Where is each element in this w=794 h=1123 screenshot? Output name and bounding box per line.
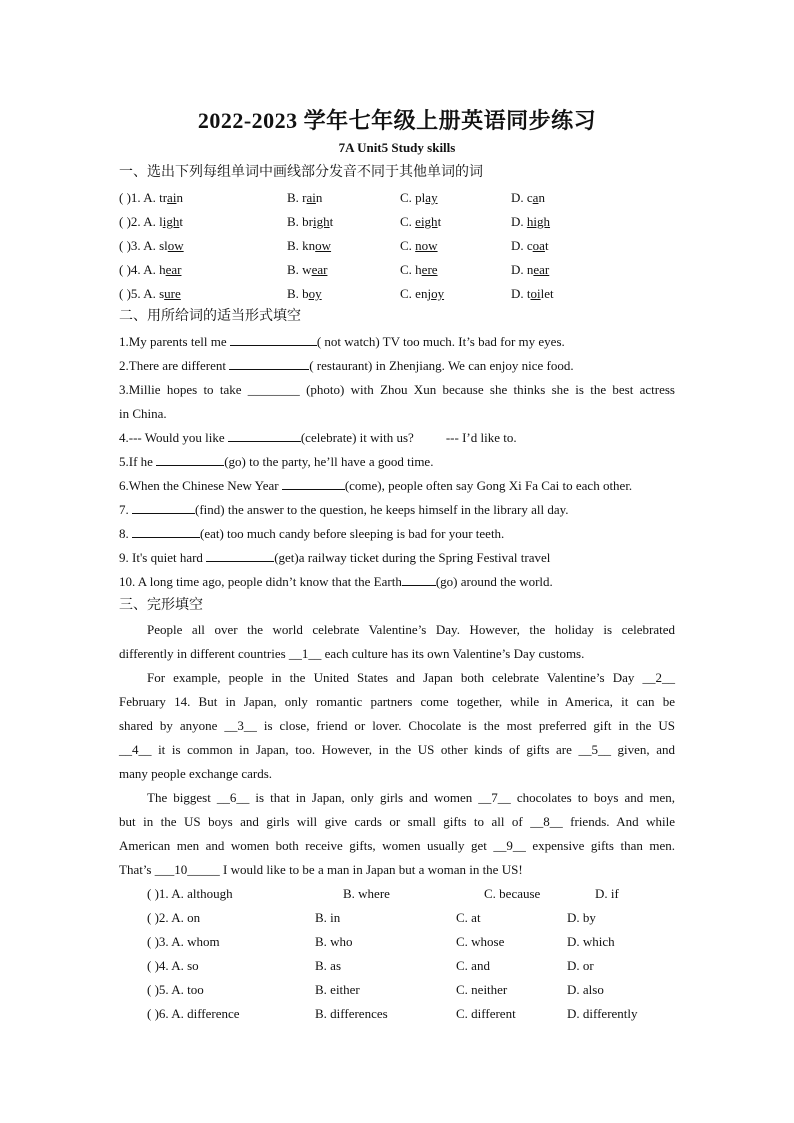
word-part: D. c [511, 238, 533, 253]
word-part: B. kn [287, 238, 316, 253]
answer-blank[interactable] [156, 454, 224, 466]
q-text: 9. It's quiet hard [119, 550, 207, 565]
passage-line: differently in different countries __1__ each culture has its own Valentine’s Day customs. [119, 646, 585, 661]
option-d [511, 190, 545, 206]
option-c: C. and [456, 958, 490, 973]
passage-line: many people exchange cards. [119, 766, 273, 781]
question-number[interactable]: ( )2. A. [119, 214, 156, 229]
fill-question-3-cont: in China. [119, 406, 167, 421]
answer-blank[interactable] [228, 430, 301, 442]
answer-blank[interactable] [132, 502, 195, 514]
fill-question-8 [119, 526, 504, 542]
q-text: (go) around the world. [435, 574, 553, 589]
option-c [400, 214, 441, 230]
section1-heading: 一、选出下列每组单词中画线部分发音不同于其他单词的词 [119, 165, 483, 180]
q-text: 8. [119, 526, 132, 541]
underlined-letters: ow [315, 238, 332, 253]
q-text: 7. [119, 502, 132, 517]
option-d: D. which [567, 934, 615, 949]
question-number[interactable]: ( )1. A. [119, 190, 156, 205]
option-c: C. because [484, 886, 541, 901]
word-part: h [159, 262, 166, 277]
page-subtitle: 7A Unit5 Study skills [338, 140, 456, 155]
word-part: B. b [287, 286, 309, 301]
option-d: D. also [567, 982, 604, 997]
passage-line: February 14. But in Japan, only romantic partners come together, while in America, it can be [119, 694, 675, 709]
underlined-letters: oy [431, 286, 445, 301]
underlined-letters: igh [313, 214, 330, 229]
option-row-number[interactable]: ( )4. A. so [147, 958, 199, 973]
underlined-letters: oa [532, 238, 545, 253]
answer-blank[interactable] [206, 550, 274, 562]
option-d [511, 238, 549, 254]
option-c [400, 190, 438, 206]
q-text: 2.There are different [119, 358, 230, 373]
q-text: (find) the answer to the question, he keeps himself in the library all day. [195, 502, 569, 517]
answer-blank[interactable] [402, 574, 436, 586]
q-text: 6.When the Chinese New Year [119, 478, 282, 493]
fill-question-7 [119, 502, 569, 518]
underlined-letters: igh [162, 214, 180, 229]
underlined-letters: ai [167, 190, 177, 205]
option-b: B. either [315, 982, 360, 997]
word-part: B. r [287, 190, 307, 205]
q-text: (go) to the party, he’ll have a good time. [224, 454, 434, 469]
underlined-letters: ay [425, 190, 438, 205]
question-row-2 [119, 214, 183, 230]
word-part: n [176, 190, 183, 205]
answer-blank[interactable] [229, 358, 309, 370]
underlined-letters: now [415, 238, 438, 253]
passage-line: People all over the world celebrate Valentine’s Day. However, the holiday is celebrated [147, 622, 675, 637]
option-b: B. as [315, 958, 341, 973]
question-row-4 [119, 262, 181, 278]
passage-line: __4__ it is common in Japan, too. However, in the US other kinds of gifts are __5__ given, and [119, 742, 675, 757]
word-part: B. w [287, 262, 312, 277]
fill-question-5 [119, 454, 433, 470]
fill-question-4 [119, 430, 517, 446]
word-part: D. t [511, 286, 531, 301]
word-part: C. pl [400, 190, 426, 205]
answer-blank[interactable] [282, 478, 345, 490]
section3-heading: 三、完形填空 [119, 598, 203, 613]
option-d: D. or [567, 958, 594, 973]
underlined-letters: ere [421, 262, 438, 277]
q-text: 10. A long time ago, people didn’t know that the Earth [119, 574, 402, 589]
option-d [511, 262, 549, 278]
word-part: B. br [287, 214, 313, 229]
underlined-letters: oy [308, 286, 322, 301]
answer-blank[interactable] [132, 526, 200, 538]
option-b: B. differences [315, 1006, 388, 1021]
option-row-number[interactable]: ( )3. A. whom [147, 934, 220, 949]
option-c [400, 238, 438, 254]
underlined-letters: ow [167, 238, 184, 253]
option-d: D. differently [567, 1006, 638, 1021]
word-part: t [329, 214, 334, 229]
section2-heading: 二、用所给词的适当形式填空 [119, 309, 301, 324]
word-part: C. h [400, 262, 422, 277]
word-part: t [179, 214, 183, 229]
underlined-letters: eigh [415, 214, 438, 229]
option-b [287, 286, 322, 302]
underlined-letters: ear [311, 262, 328, 277]
underlined-letters: ure [164, 286, 181, 301]
option-d [511, 286, 554, 302]
word-part: C. [400, 214, 416, 229]
option-b [287, 262, 327, 278]
option-c: C. neither [456, 982, 508, 997]
question-row-1 [119, 190, 183, 206]
page-title: 2022-2023 学年七年级上册英语同步练习 [197, 108, 597, 133]
word-part: D. n [511, 262, 534, 277]
option-b [287, 214, 333, 230]
underlined-letters: ear [165, 262, 182, 277]
question-number[interactable]: ( )4. A. [119, 262, 156, 277]
passage-line: but in the US boys and girls will give cards or small gifts to all of __8__ friends. And while [119, 814, 675, 829]
word-part: C. [400, 238, 416, 253]
q-text: ( not watch) TV too much. It’s bad for my eyes. [316, 334, 565, 349]
option-b: B. who [315, 934, 353, 949]
fill-question-10 [119, 574, 553, 590]
word-part: sl [159, 238, 168, 253]
option-d: D. if [595, 886, 619, 901]
word-part: D. [511, 214, 527, 229]
option-d: D. by [567, 910, 596, 925]
option-c: C. whose [456, 934, 505, 949]
q-text: (get)a railway ticket during the Spring Festival travel [274, 550, 551, 565]
option-c [400, 262, 438, 278]
passage-line: The biggest __6__ is that in Japan, only girls and women __7__ chocolates to boys and men, [147, 790, 675, 805]
underlined-letters: high [526, 214, 551, 229]
question-row-3 [119, 238, 184, 254]
word-part: tr [159, 190, 168, 205]
option-row-number[interactable]: ( )6. A. difference [147, 1006, 240, 1021]
word-part: n [315, 190, 323, 205]
word-part: t [437, 214, 442, 229]
answer-blank[interactable] [230, 334, 317, 346]
passage-line: That’s ___10_____ I would like to be a man in Japan but a woman in the US! [119, 862, 523, 877]
option-b [287, 190, 322, 206]
question-row-5 [119, 286, 181, 302]
option-c: C. different [456, 1006, 516, 1021]
passage-line: For example, people in the United States and Japan both celebrate Valentine’s Day __2__ [147, 670, 675, 685]
fill-question-2 [119, 358, 574, 374]
question-number[interactable]: ( )5. A. [119, 286, 156, 301]
fill-question-3: 3.Millie hopes to take ________ (photo) with Zhou Xun because she thinks she is the best actress [119, 382, 675, 397]
underlined-letters: ear [533, 262, 550, 277]
q-text: 5.If he [119, 454, 157, 469]
option-row-number[interactable]: ( )1. A. although [147, 886, 233, 901]
question-number[interactable]: ( )3. A. [119, 238, 156, 253]
q-text: (come), people often say Gong Xi Fa Cai to each other. [344, 478, 633, 493]
word-part: D. c [511, 190, 533, 205]
q-text: (eat) too much candy before sleeping is bad for your teeth. [200, 526, 505, 541]
option-d [511, 214, 550, 230]
option-row-number[interactable]: ( )2. A. on [147, 910, 201, 925]
q-text: 1.My parents tell me [119, 334, 230, 349]
word-part: let [540, 286, 554, 301]
word-part: l [159, 214, 163, 229]
underlined-letters: oi [530, 286, 541, 301]
word-part: s [159, 286, 165, 301]
passage-line: American men and women both receive gifts, women usually get __9__ expensive gifts than men. [119, 838, 675, 853]
fill-question-6 [119, 478, 632, 494]
underlined-letters: ai [306, 190, 316, 205]
q-text: ( restaurant) in Zhenjiang. We can enjoy nice food. [309, 358, 574, 373]
option-b [287, 238, 331, 254]
option-c [400, 286, 444, 302]
underlined-letters: a [532, 190, 539, 205]
word-part: n [538, 190, 545, 205]
option-b: B. in [315, 910, 341, 925]
q-text: 4.--- Would you like [119, 430, 228, 445]
word-part: t [544, 238, 549, 253]
option-row-number[interactable]: ( )5. A. too [147, 982, 204, 997]
q-reply: --- I’d like to. [445, 430, 517, 445]
option-c: C. at [456, 910, 481, 925]
fill-question-9 [119, 550, 550, 566]
option-b: B. where [343, 886, 390, 901]
word-part: C. enj [400, 286, 432, 301]
fill-question-1 [119, 334, 565, 350]
q-text: (celebrate) it with us? [300, 430, 414, 445]
passage-line: shared by anyone __3__ is close, friend or lover. Chocolate is the most preferred gift in the US [119, 718, 675, 733]
